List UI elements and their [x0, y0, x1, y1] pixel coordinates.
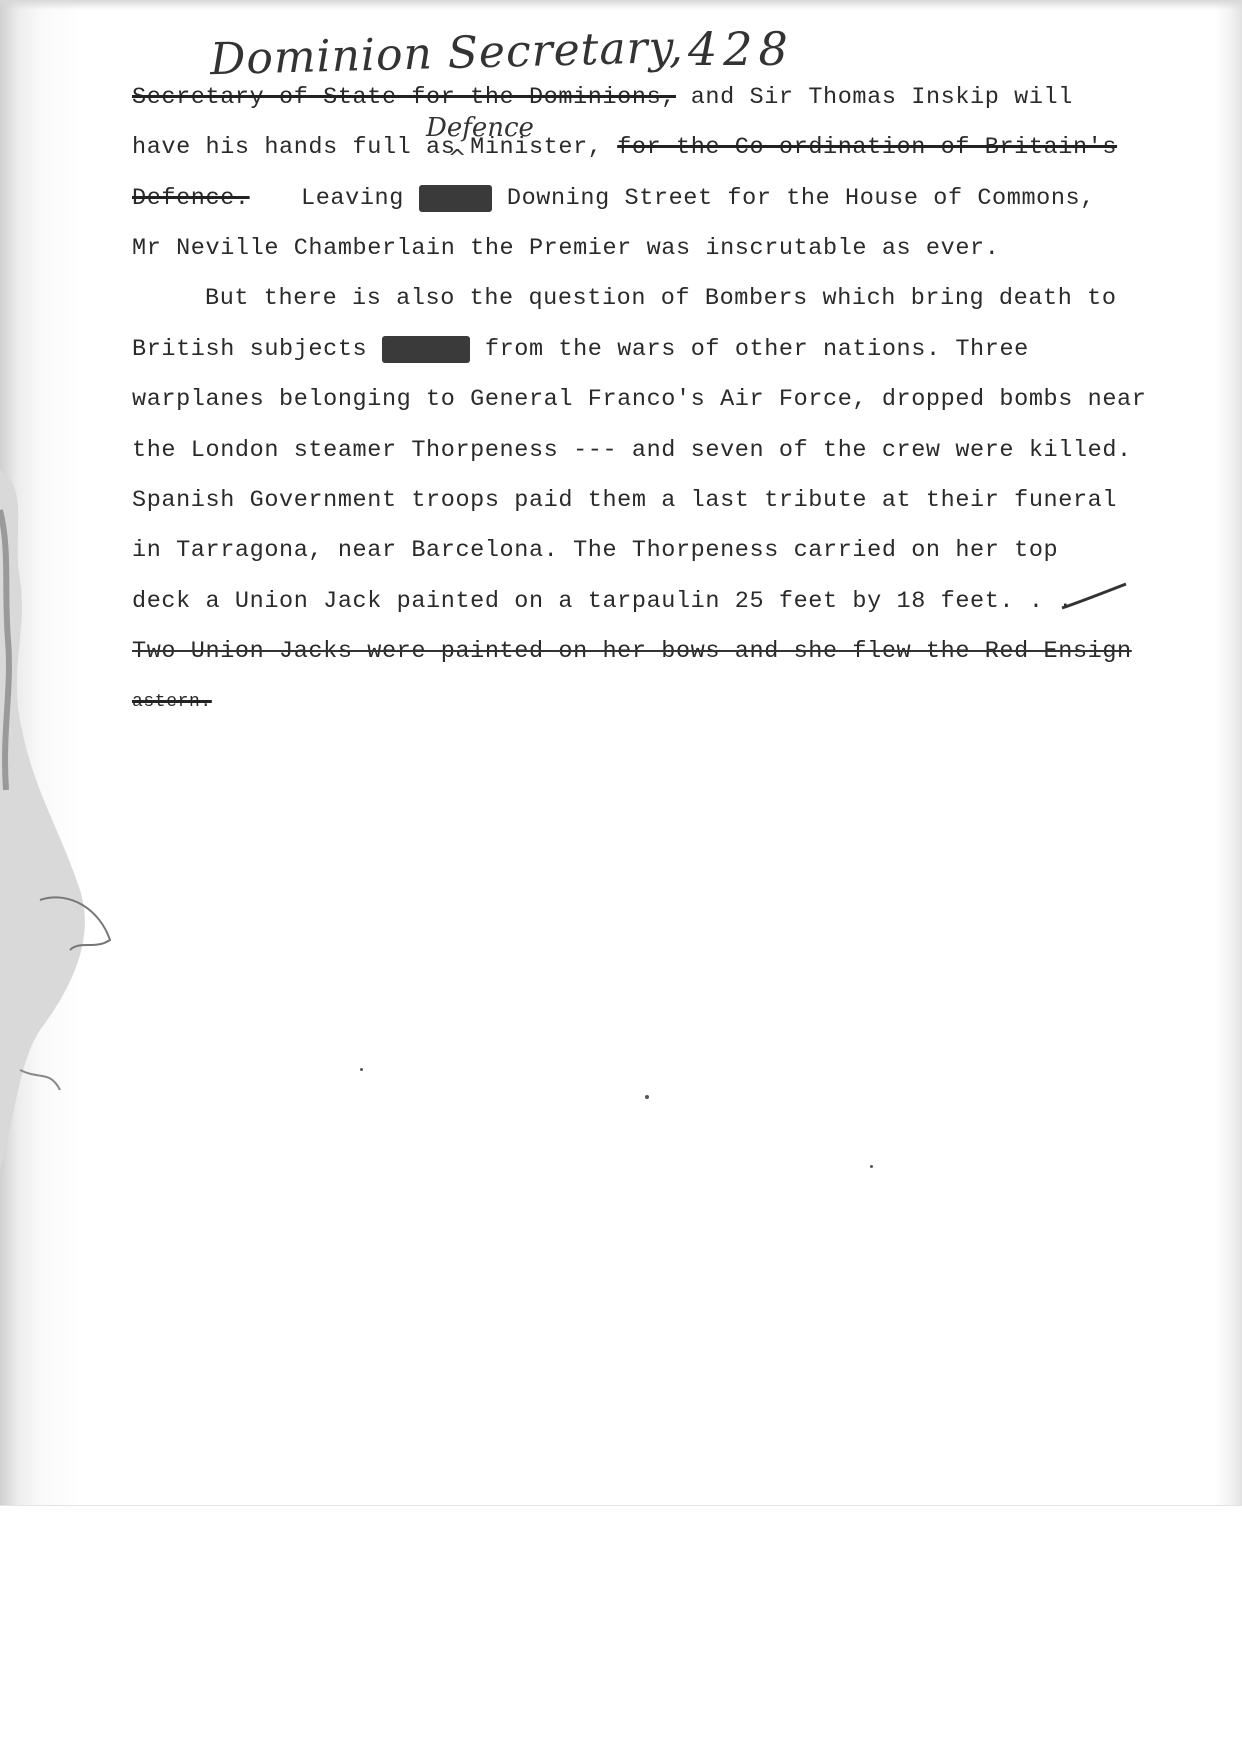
struck-line: Two Union Jacks were painted on her bows and she flew the Red Ensign [132, 638, 1132, 665]
struck-text: Defence. [132, 185, 250, 212]
text-span: have his hands full as [132, 134, 456, 161]
blotted-text: xxxxxx [381, 336, 471, 363]
text-span: from the wars of other nations. Three [484, 336, 1029, 363]
blotted-text: No.10 [418, 185, 493, 212]
text-span: Leaving [301, 185, 404, 212]
text-line [132, 335, 1029, 365]
scan-speck [645, 1095, 649, 1099]
handwritten-tick-icon [1060, 582, 1130, 612]
torn-edge-damage [0, 470, 120, 1190]
text-span: and Sir Thomas Inskip will [690, 84, 1073, 111]
struck-text: for the Co-ordination of Britain's [617, 134, 1118, 161]
text-line: in Tarragona, near Barcelona. The Thorpeness carried on her top [132, 537, 1059, 564]
text-line [132, 184, 1095, 214]
text-line: Mr Neville Chamberlain the Premier was inscrutable as ever. [132, 235, 1000, 262]
page-number: 428 [688, 22, 794, 76]
struck-text: Secretary of State for the Dominions, [132, 84, 676, 111]
text-span: Downing Street for the House of Commons, [506, 185, 1095, 212]
text-line: Spanish Government troops paid them a last tribute at their funeral [132, 487, 1118, 514]
text-line: warplanes belonging to General Franco's Air Force, dropped bombs near [132, 386, 1147, 413]
text-line [132, 83, 1073, 113]
handwritten-insert: Defence [426, 113, 534, 143]
struck-line: astern. [132, 692, 212, 712]
text-line [132, 587, 1073, 617]
scan-top-shadow [0, 0, 1242, 10]
scan-speck [360, 1068, 363, 1071]
text-line: But there is also the question of Bombers which bring death to [205, 285, 1117, 312]
handwritten-title: Dominion Secretary, [209, 21, 685, 86]
text-span: British subjects [132, 336, 368, 363]
text-line: the London steamer Thorpeness --- and seven of the crew were killed. [132, 437, 1132, 464]
text-line [132, 133, 1117, 163]
text-span: deck a Union Jack painted on a tarpaulin 25 feet by 18 feet. [132, 588, 1015, 615]
text-span: Minister, [470, 134, 603, 161]
insert-caret: ^ [448, 146, 467, 171]
scan-speck [870, 1165, 873, 1168]
page-bottom-area [0, 1505, 1242, 1754]
text-span: . . [1028, 588, 1073, 615]
